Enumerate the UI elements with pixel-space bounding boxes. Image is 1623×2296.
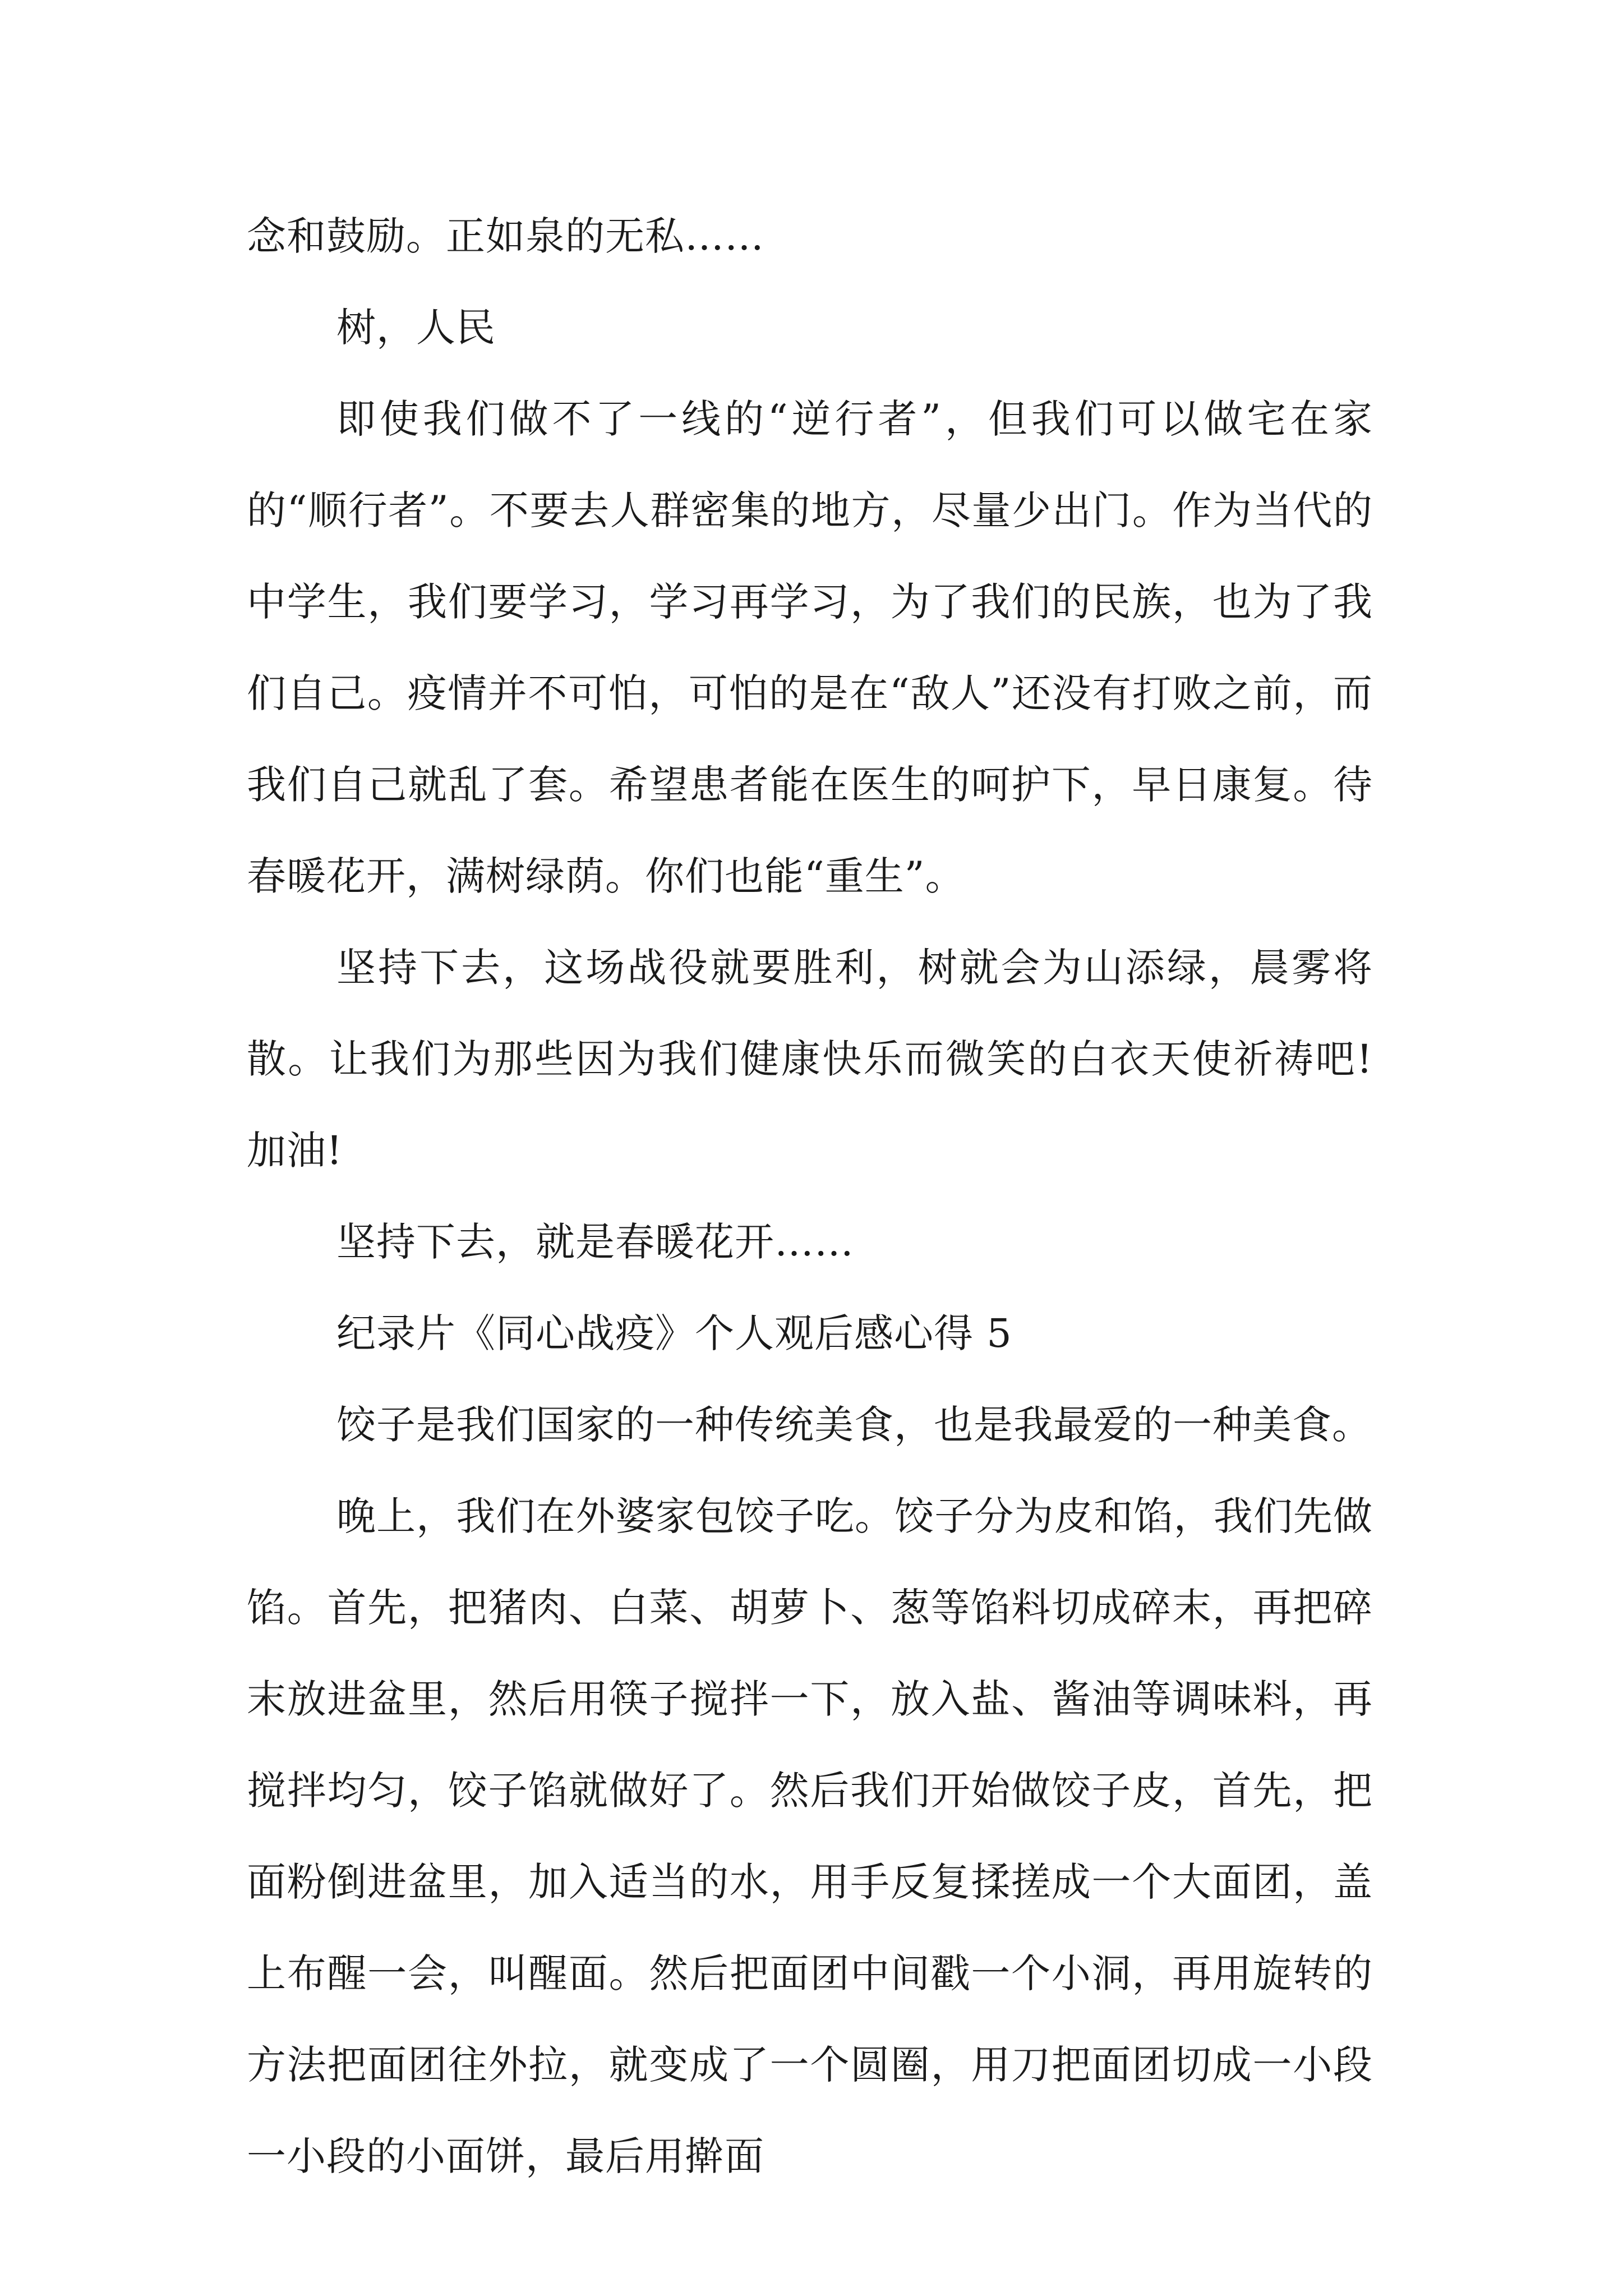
paragraph-dumplings-making: 晚上，我们在外婆家包饺子吃。饺子分为皮和馅，我们先做馅。首先，把猪肉、白菜、胡萝卜、葱等馅料切成碎末，再把碎末放进盆里，然后用筷子搅拌一下，放入盐、酱油等调味料，再搅拌均匀，饺子馅就做好了。然后我们开始做饺子皮，首先，把面粉倒进盆里，加入适当的水，用手反复揉搓成一个大面团，盖上布醒一会，叫醒面。然后把面团中间戳一个小洞，再用旋转的方法把面团往外拉，就变成了一个圆圈，用刀把面团切成一小段一小段的小面饼，最后用擀面 [247,1493,1373,2179]
paragraph-persist: 坚持下去，这场战役就要胜利，树就会为山添绿，晨雾将散。让我们为那些因为我们健康快乐而微笑的白衣天使祈祷吧!加油! [247,945,1373,1174]
section-heading: 纪录片《同心战疫》个人观后感心得 5 [336,1310,1012,1356]
paragraph-tree-people: 树，人民 [336,305,496,351]
paragraph-stay-home: 即使我们做不了一线的“逆行者”，但我们可以做宅在家的“顺行者”。不要去人群密集的地方，尽量少出门。作为当代的中学生，我们要学习，学习再学习，为了我们的民族，也为了我们自己。疫情并不可怕，可怕的是在“敌人”还没有打败之前，而我们自己就乱了套。希望患者能在医生的呵护下，早日康复。待春暖花开，满树绿荫。你们也能“重生”。 [247,396,1373,899]
paragraph-continuation: 念和鼓励。正如泉的无私…… [247,213,764,259]
paragraph-dumplings-intro: 饺子是我们国家的一种传统美食，也是我最爱的一种美食。 [336,1402,1372,1448]
document-body [247,191,1373,2202]
paragraph-spring: 坚持下去，就是春暖花开…… [336,1219,854,1265]
